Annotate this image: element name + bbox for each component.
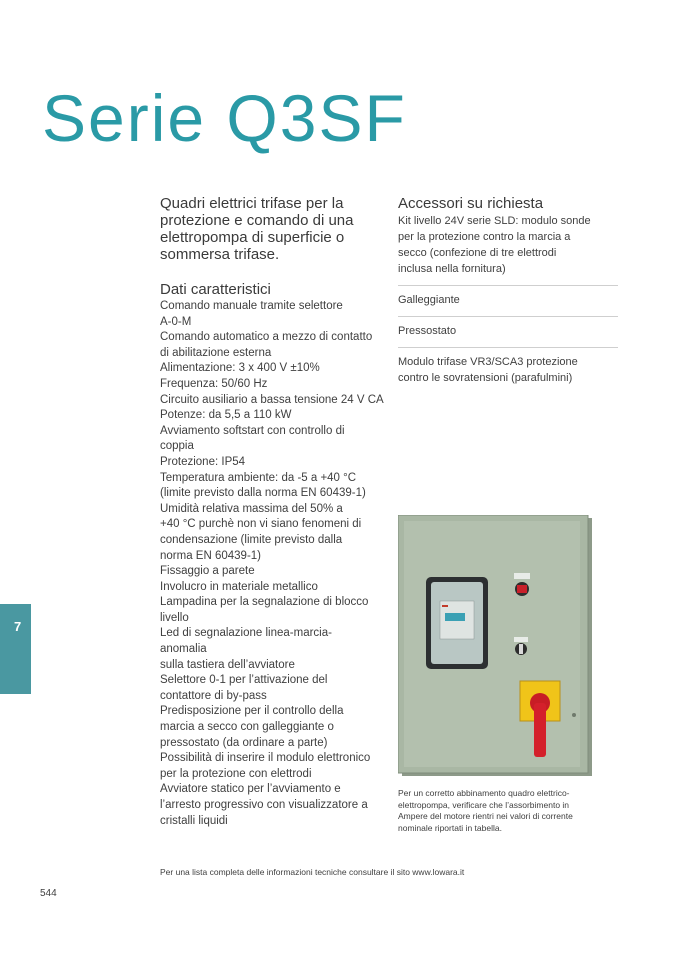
spec-line: A-0-M xyxy=(160,315,192,328)
selector-label xyxy=(514,637,528,642)
page-number: 544 xyxy=(40,888,57,899)
spec-line: l’arresto progressivo con visualizzatore a xyxy=(160,799,368,811)
spec-line: Comando manuale tramite selettore xyxy=(160,300,343,312)
spec-line: Led di segnalazione linea-marcia- xyxy=(160,627,332,640)
intro-line: protezione e comando di una xyxy=(160,212,354,229)
spec-line: per la protezione con elettrodi xyxy=(160,767,312,780)
right-column xyxy=(398,195,618,394)
accessory-line: inclusa nella fornitura) xyxy=(398,263,506,275)
left-column xyxy=(160,195,390,829)
spec-line: livello xyxy=(160,611,189,624)
spec-line: coppia xyxy=(160,440,194,453)
accessory-line: Pressostato xyxy=(398,325,457,337)
selector-knob xyxy=(519,644,523,654)
red-lamp-icon xyxy=(517,585,527,593)
spec-line: (limite previsto dalla norma EN 60439-1) xyxy=(160,487,366,500)
accessory-item xyxy=(398,317,618,348)
spec-line: Alimentazione: 3 x 400 V ±10% xyxy=(160,362,320,375)
spec-line: condensazione (limite previsto dalla xyxy=(160,533,343,546)
spec-line: Lampadina per la segnalazione di blocco xyxy=(160,596,369,609)
accessory-line: Kit livello 24V serie SLD: modulo sonde xyxy=(398,215,591,227)
accessory-line: contro le sovratensioni (parafulmini) xyxy=(398,372,573,384)
accessory-line: Galleggiante xyxy=(398,294,460,306)
accessory-line: Modulo trifase VR3/SCA3 protezione xyxy=(398,356,578,368)
spec-line: Possibilità di inserire il modulo elettronico xyxy=(160,752,371,765)
lamp-label xyxy=(514,573,530,579)
accessory-item xyxy=(398,213,618,286)
accessory-line: per la protezione contro la marcia a xyxy=(398,231,571,243)
caption-line: nominale riportati in tabella. xyxy=(398,822,502,833)
spec-line: Frequenza: 50/60 Hz xyxy=(160,377,268,390)
spec-line: Avviatore statico per l’avviamento e xyxy=(160,783,341,796)
footer-note: Per una lista completa delle informazioni tecniche consultare il sito www.lowara.it xyxy=(160,867,465,877)
main-switch-handle xyxy=(534,703,546,757)
accessories-heading: Accessori su richiesta xyxy=(398,195,544,212)
section-number: 7 xyxy=(14,619,22,634)
spec-line: di abilitazione esterna xyxy=(160,346,272,359)
spec-line: Umidità relativa massima del 50% a xyxy=(160,502,343,515)
spec-line: sulla tastiera dell’avviatore xyxy=(160,658,295,671)
accessory-item xyxy=(398,286,618,317)
spec-line: Potenze: da 5,5 a 110 kW xyxy=(160,409,292,422)
caption-line: elettropompa, verificare che l’assorbimento in xyxy=(398,799,570,810)
intro-line: Quadri elettrici trifase per la xyxy=(160,195,344,212)
softstarter-lcd xyxy=(445,613,465,621)
spec-line: Fissaggio a parete xyxy=(160,565,255,578)
page-title: Serie Q3SF xyxy=(42,81,407,156)
spec-line: Predisposizione per il controllo della xyxy=(160,705,344,718)
spec-line: Involucro in materiale metallico xyxy=(160,580,318,593)
photo-caption xyxy=(398,788,608,834)
spec-line: cristalli liquidi xyxy=(160,814,228,827)
spec-line: Selettore 0-1 per l’attivazione del xyxy=(160,674,328,687)
specs-list xyxy=(160,299,390,829)
spec-line: anomalia xyxy=(160,643,207,656)
softstarter-led xyxy=(442,605,448,607)
accessory-item xyxy=(398,348,618,394)
accessories-list xyxy=(398,213,618,394)
spec-line: Temperatura ambiente: da -5 a +40 °C xyxy=(160,471,357,484)
spec-line: +40 °C purchè non vi siano fenomeni di xyxy=(160,518,362,531)
caption-line: Per un corretto abbinamento quadro elettrico- xyxy=(398,788,570,798)
specs-heading: Dati caratteristici xyxy=(160,281,271,298)
intro-text xyxy=(160,195,390,263)
caption-line: Ampere del motore rientri nei valori di corrente xyxy=(398,811,573,821)
spec-line: marcia a secco con galleggiante o xyxy=(160,721,334,734)
spec-line: contattore di by-pass xyxy=(160,689,267,702)
section-tab xyxy=(0,604,31,694)
intro-line: sommersa trifase. xyxy=(160,246,280,263)
control-panel-photo xyxy=(398,515,596,777)
spec-line: Circuito ausiliario a bassa tensione 24 V CA xyxy=(160,393,384,406)
spec-line: pressostato (da ordinare a parte) xyxy=(160,736,328,749)
spec-line: Protezione: IP54 xyxy=(160,455,246,468)
accessory-line: secco (confezione di tre elettrodi xyxy=(398,247,557,259)
spec-line: Comando automatico a mezzo di contatto xyxy=(160,331,373,344)
screw-icon xyxy=(572,713,576,717)
spec-line: Avviamento softstart con controllo di xyxy=(160,424,345,437)
spec-line: norma EN 60439-1) xyxy=(160,549,261,562)
intro-line: elettropompa di superficie o xyxy=(160,229,345,246)
